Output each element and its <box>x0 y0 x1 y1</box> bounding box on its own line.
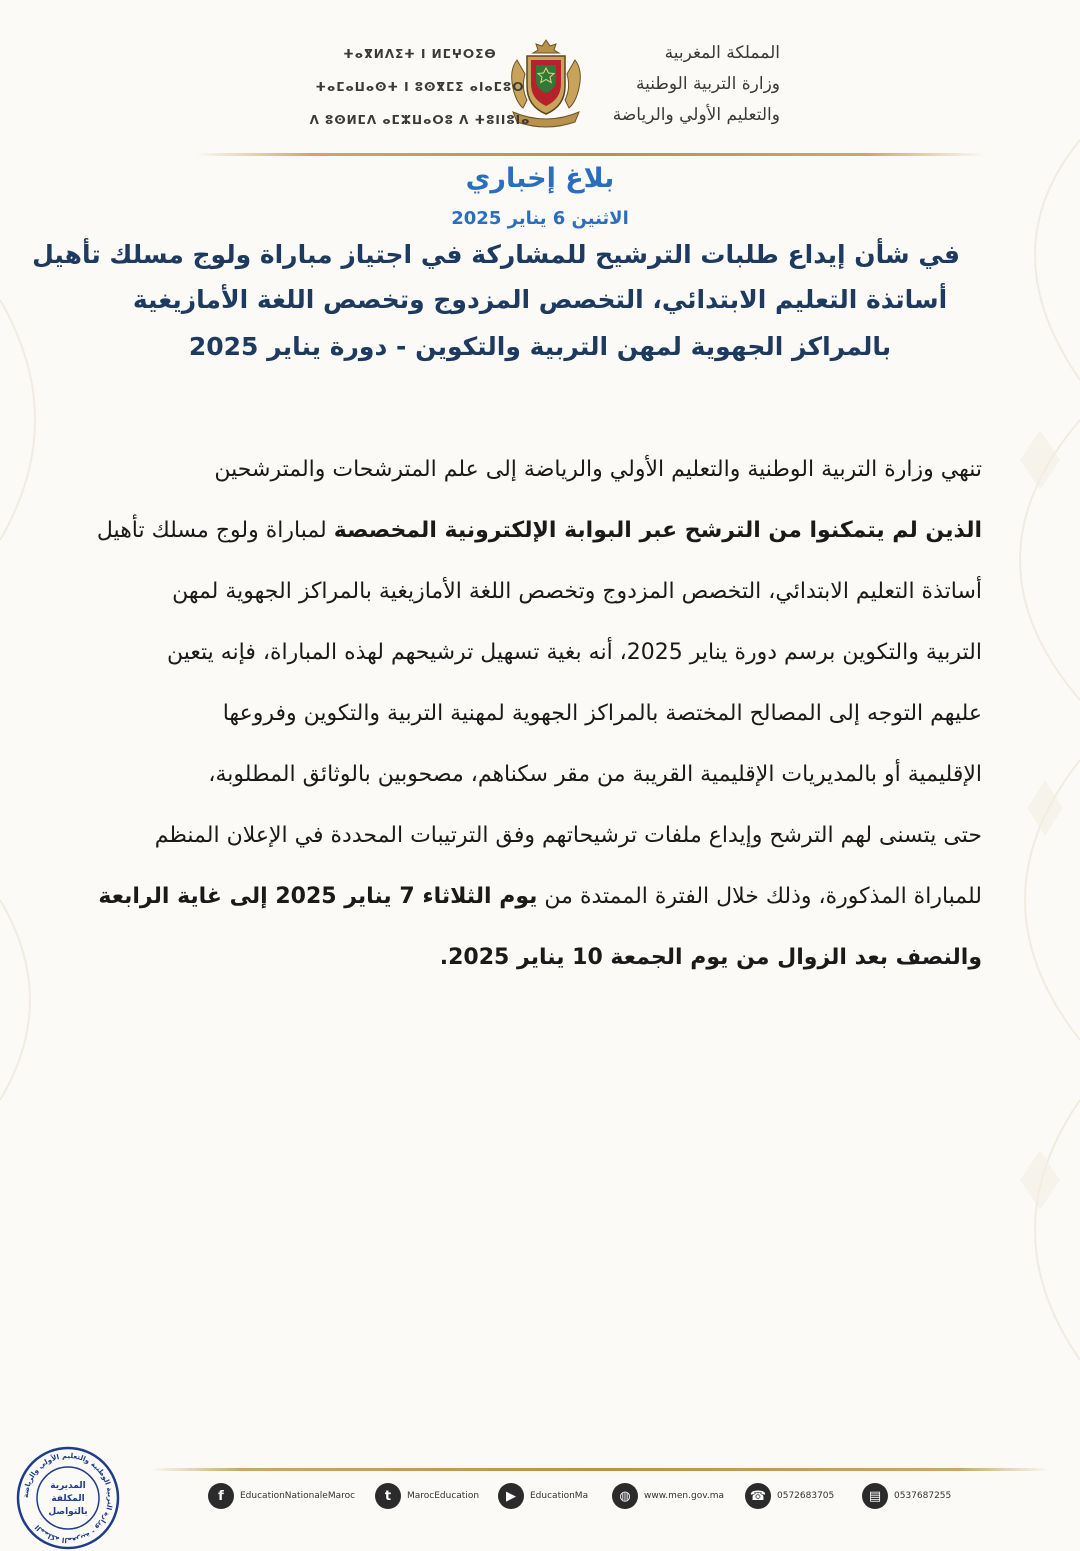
subject-line-3: بالمراكز الجهوية لمهن التربية والتكوين - دورة يناير 2025 <box>188 332 892 361</box>
footer-divider <box>150 1468 1050 1471</box>
body-line-8-rest: للمباراة المذكورة، وذلك خلال الفترة الممتدة من <box>537 884 982 909</box>
facebook-icon: f <box>208 1483 234 1509</box>
footer-phone[interactable] <box>745 1481 834 1511</box>
footer-youtube-text: EducationMa <box>530 1491 589 1501</box>
footer-website[interactable] <box>612 1481 724 1511</box>
stamp-line-1: المديرية <box>50 1481 86 1491</box>
stamp-line-2: المكلفة <box>51 1494 85 1504</box>
footer-facebook-text: EducationNationaleMaroc <box>240 1491 356 1501</box>
footer-fax-text: 0537687255 <box>894 1491 952 1501</box>
footer-facebook[interactable] <box>208 1481 355 1511</box>
subject-line-2: أساتذة التعليم الابتدائي، التخصص المزدوج وتخصص اللغة الأمازيغية <box>132 285 948 314</box>
header-arabic-line-1: المملكة المغربية <box>664 43 780 63</box>
header-tifinagh-line-1: ⵜⴰⴳⵍⴷⵉⵜ ⵏ ⵍⵎⵖⵔⵉⴱ <box>343 47 497 61</box>
footer-youtube[interactable] <box>498 1481 588 1511</box>
header-arabic-line-3: والتعليم الأولي والرياضة <box>612 105 780 125</box>
ministry-name-tifinagh <box>300 38 540 137</box>
twitter-icon: t <box>375 1483 401 1509</box>
footer-phone-text: 0572683705 <box>777 1491 835 1501</box>
footer-website-text: www.men.gov.ma <box>644 1491 724 1501</box>
official-stamp-icon <box>14 1444 122 1551</box>
phone-icon: ☎ <box>745 1483 771 1509</box>
footer-twitter-text: MarocEducation <box>407 1491 480 1501</box>
body-line-1: تنهي وزارة التربية الوطنية والتعليم الأولي والرياضة إلى علم المترشحات والمترشحين <box>214 457 982 482</box>
body-line-9: والنصف بعد الزوال من يوم الجمعة 10 يناير 2025. <box>439 945 982 970</box>
body-line-6: الإقليمية أو بالمديريات الإقليمية القريبة من مقر سكناهم، مصحوبين بالوثائق المطلوبة، <box>208 762 982 787</box>
footer-fax[interactable] <box>862 1481 951 1511</box>
body-line-2-rest: لمباراة ولوج مسلك تأهيل <box>96 518 334 543</box>
body-line-2 <box>96 514 982 548</box>
stamp-ring-text: المملكة المغربية - وزارة التربية الوطنية والتعليم الأولي والرياضة <box>21 1451 115 1545</box>
body-line-5: عليهم التوجه إلى المصالح المختصة بالمراكز الجهوية لمهنية التربية والتكوين وفروعها <box>222 701 982 726</box>
stamp-line-3: بالتواصل <box>48 1507 88 1517</box>
subject-line-1: في شأن إيداع طلبات الترشيح للمشاركة في اجتياز مباراة ولوج مسلك تأهيل <box>32 240 960 269</box>
globe-icon: ◍ <box>612 1483 638 1509</box>
body-line-2-bold: الذين لم يتمكنوا من الترشح عبر البوابة الإلكترونية المخصصة <box>333 518 982 543</box>
header-arabic-line-2: وزارة التربية الوطنية <box>635 74 780 94</box>
body-line-7: حتى يتسنى لهم الترشح وإيداع ملفات ترشيحاتهم وفق الترتيبات المحددة في الإعلان المنظم <box>154 823 982 848</box>
body-line-4: التربية والتكوين برسم دورة يناير 2025، أنه بغية تسهيل ترشيحهم لهذه المباراة، فإنه يتعين <box>166 640 982 665</box>
header-divider <box>195 153 985 156</box>
document-type: بلاغ إخباري <box>465 163 615 194</box>
body-line-8 <box>98 880 982 914</box>
body-line-3: أساتذة التعليم الابتدائي، التخصص المزدوج وتخصص اللغة الأمازيغية بالمراكز الجهوية لمهن <box>172 579 982 604</box>
header-tifinagh-line-3: ⴷ ⵓⵙⵍⵎⴷ ⴰⵎⵣⵡⴰⵔⵓ ⴷ ⵜⵓⵏⵏⵓⵏⴰ <box>309 113 531 127</box>
body-line-8-bold: يوم الثلاثاء 7 يناير 2025 إلى غاية الرابعة <box>98 884 538 909</box>
youtube-icon: ▶ <box>498 1483 524 1509</box>
fax-icon: ▤ <box>862 1483 888 1509</box>
footer-twitter[interactable] <box>375 1481 479 1511</box>
document-date: الاثنين 6 يناير 2025 <box>451 208 629 229</box>
header-tifinagh-line-2: ⵜⴰⵎⴰⵡⴰⵙⵜ ⵏ ⵓⵙⴳⵎⵉ ⴰⵏⴰⵎⵓⵔ <box>315 80 525 94</box>
